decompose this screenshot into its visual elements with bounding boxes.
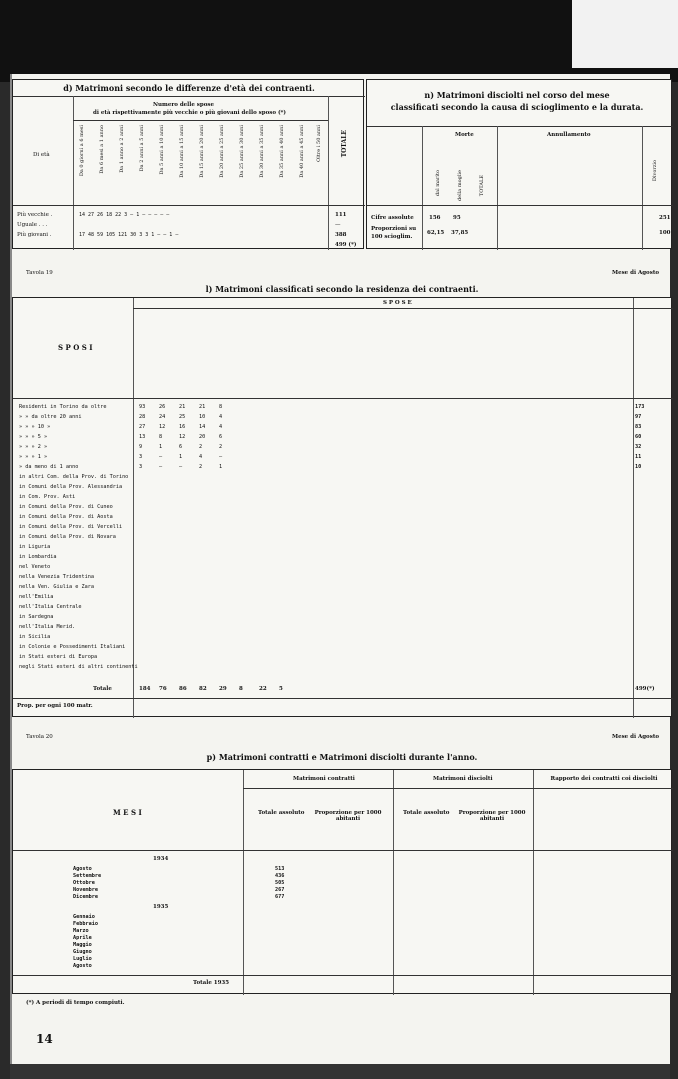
row-piu-giovani: Più giovani . bbox=[17, 232, 52, 238]
section-l-title: l) Matrimoni classificati secondo la residenza dei contraenti. bbox=[205, 284, 479, 294]
l-total-6: 8 bbox=[239, 686, 243, 692]
tavola-20: Tavola 20 bbox=[26, 734, 53, 740]
morte-header: Morte bbox=[455, 132, 474, 138]
spose-header: S P O S E bbox=[383, 300, 412, 306]
months-1934: Agosto Settembre Ottobre Novembre Dicembre bbox=[73, 866, 102, 900]
n-total-1: 251 bbox=[659, 215, 671, 221]
scan-top-corner bbox=[572, 0, 678, 68]
section-n-subtitle: classificati secondo la causa di scioglimento e la durata. bbox=[390, 102, 644, 112]
l-total-1: 184 bbox=[139, 686, 151, 692]
p-totale-1: Totale assoluto bbox=[258, 810, 305, 816]
section-n-table: n) Matrimoni disciolti nel corso del mese classificati secondo la causa di scioglimento e la durata. Morte Annullamento Divorzio dal marito della moglie TOTALE Cifre assolute Proporzioni su 100 scioglim. 156 95 62,15 37,85 251 100 bbox=[366, 79, 672, 249]
footnote: (*) A periodi di tempo compiuti. bbox=[26, 1000, 125, 1006]
l-total-4: 82 bbox=[199, 686, 207, 692]
row-piu-vecchie: Più vecchie . bbox=[17, 212, 53, 218]
section-p-table bbox=[12, 769, 672, 994]
n-val-2: 95 bbox=[453, 215, 461, 221]
l-total-2: 76 bbox=[159, 686, 167, 692]
l-total-8: 5 bbox=[279, 686, 283, 692]
document-page bbox=[10, 74, 670, 1064]
p-proporzioni-2: Proporzione per 1000 abitanti bbox=[458, 810, 526, 822]
p-mesi: M E S I bbox=[113, 808, 142, 817]
tavola-19: Tavola 19 bbox=[26, 270, 53, 276]
year-1934: 1934 bbox=[153, 856, 169, 862]
n-val-1: 156 bbox=[429, 215, 441, 221]
row-uguale: Uguale . . . bbox=[17, 222, 48, 228]
year-1935: 1935 bbox=[153, 904, 169, 910]
page-number: 14 bbox=[36, 1032, 53, 1046]
row-total-1: 111 bbox=[335, 212, 347, 218]
sposi-header: S P O S I bbox=[58, 343, 93, 352]
section-d-title: d) Matrimoni secondo le differenze d'età dei contraenti. bbox=[63, 83, 315, 93]
section-l-table: S P O S E S P O S I Residenti in Torino da oltre » » da oltre 20 anni » » » 10 » » » » 5 » » » » 2 » » » » 1 » » da meno di 1 anno in altri Com. della Prov. di Torino in Comuni della Prov. Alessandria in Com. Prov. Asti in Comuni della Prov. di Cuneo in Comuni della Prov. di Aosta in Comuni della Prov. di Vercelli in Comuni della Prov. di Novara in Liguria in Lombardia nel Veneto nella Venezia Tridentina nella Ven. Giulia e Zara nell'Emilia nell'Italia Centrale in Sardegna nell'Italia Merid. in Sicilia in Colonie e Possedimenti Italiani in Stati esteri di Europa negli Stati esteri di altri continenti 93 28 27 13 9 3 3 26 24 12 8 1 — — 21 25 16 12 6 1 — 21 10 14 20 2 4 2 8 4 4 6 2 — 1 173 97 83 60 32 11 10 Totale 184 76 86 82 29 8 22 5 499(*) Prop. per ogni 100 matr. bbox=[12, 297, 672, 717]
l-grand-total: 499(*) bbox=[635, 686, 655, 692]
months-1935: Gennaio Febbraio Marzo Aprile Maggio Giugno Luglio Agosto bbox=[73, 914, 98, 969]
section-d-header-sub: di età rispettivamente più vecchie o più giovani dello sposo (*) bbox=[93, 110, 287, 116]
l-total-3: 86 bbox=[179, 686, 187, 692]
row-total-3: 388 bbox=[335, 232, 347, 238]
section-d-table: d) Matrimoni secondo le differenze d'età dei contraenti. Numero delle spose di età rispettivamente più vecchie o più giovani dello sposo (*) Di età TOTALE Da 0 giorni a 6 mesi Da 6 mesi a 1 anno Da 1 anno a 2 anni Da 2 anni a 5 anni Da 5 anni a 10 anni Da 10 anni a 15 anni Da 15 anni a 20 anni Da 20 anni a 25 anni Da 25 anni a 30 anni Da 30 anni a 35 anni Da 35 anni a 40 anni Da 40 anni a 45 anni Oltre i 50 anni Più vecchie . Uguale . . . Più giovani . 14 27 26 18 22 3 — 1 — — — — — 17 48 59 105 121 30 3 3 1 — — 1 — 111 — 388 499 (*) bbox=[12, 79, 364, 249]
section-n-title: n) Matrimoni disciolti nel corso del mese bbox=[424, 90, 610, 100]
p-col-disciolti: Matrimoni disciolti bbox=[433, 776, 493, 782]
section-d-row-header: Di età bbox=[33, 152, 50, 158]
annullamento-header: Annullamento bbox=[547, 132, 591, 138]
row-total-2: — bbox=[335, 222, 341, 228]
scan-bottom-border bbox=[10, 1064, 670, 1079]
section-d-grand-total: 499 (*) bbox=[335, 242, 357, 248]
l-total-5: 29 bbox=[219, 686, 227, 692]
total-row-label: Totale bbox=[93, 686, 112, 692]
n-val-4: 37,85 bbox=[451, 230, 469, 236]
prop-row-label: Prop. per ogni 100 matr. bbox=[17, 703, 93, 709]
n-total-2: 100 bbox=[659, 230, 671, 236]
mese-right-2: Mese di Agosto bbox=[612, 734, 660, 740]
cifre-assolute: Cifre assolute bbox=[371, 215, 414, 221]
section-p-title: p) Matrimoni contratti e Matrimoni disciolti durante l'anno. bbox=[206, 752, 478, 762]
p-total-label: Totale 1935 bbox=[193, 980, 230, 986]
p-proporzioni-1: Proporzione per 1000 abitanti bbox=[314, 810, 382, 822]
p-col-rapporto: Rapporto dei contratti coi disciolti bbox=[550, 776, 658, 782]
n-val-3: 62,15 bbox=[427, 230, 445, 236]
l-total-7: 22 bbox=[259, 686, 267, 692]
section-d-total-header: TOTALE bbox=[341, 130, 348, 158]
p-col-contratti: Matrimoni contratti bbox=[293, 776, 355, 782]
p-totale-2: Totale assoluto bbox=[403, 810, 450, 816]
divorzio-header: Divorzio bbox=[652, 160, 658, 182]
section-d-header-top: Numero delle spose bbox=[153, 102, 214, 108]
proporzioni: Proporzioni su 100 scioglim. bbox=[371, 226, 417, 240]
mese-right: Mese di Agosto bbox=[612, 270, 660, 276]
values-1934: 513 436 505 267 677 bbox=[275, 866, 285, 900]
